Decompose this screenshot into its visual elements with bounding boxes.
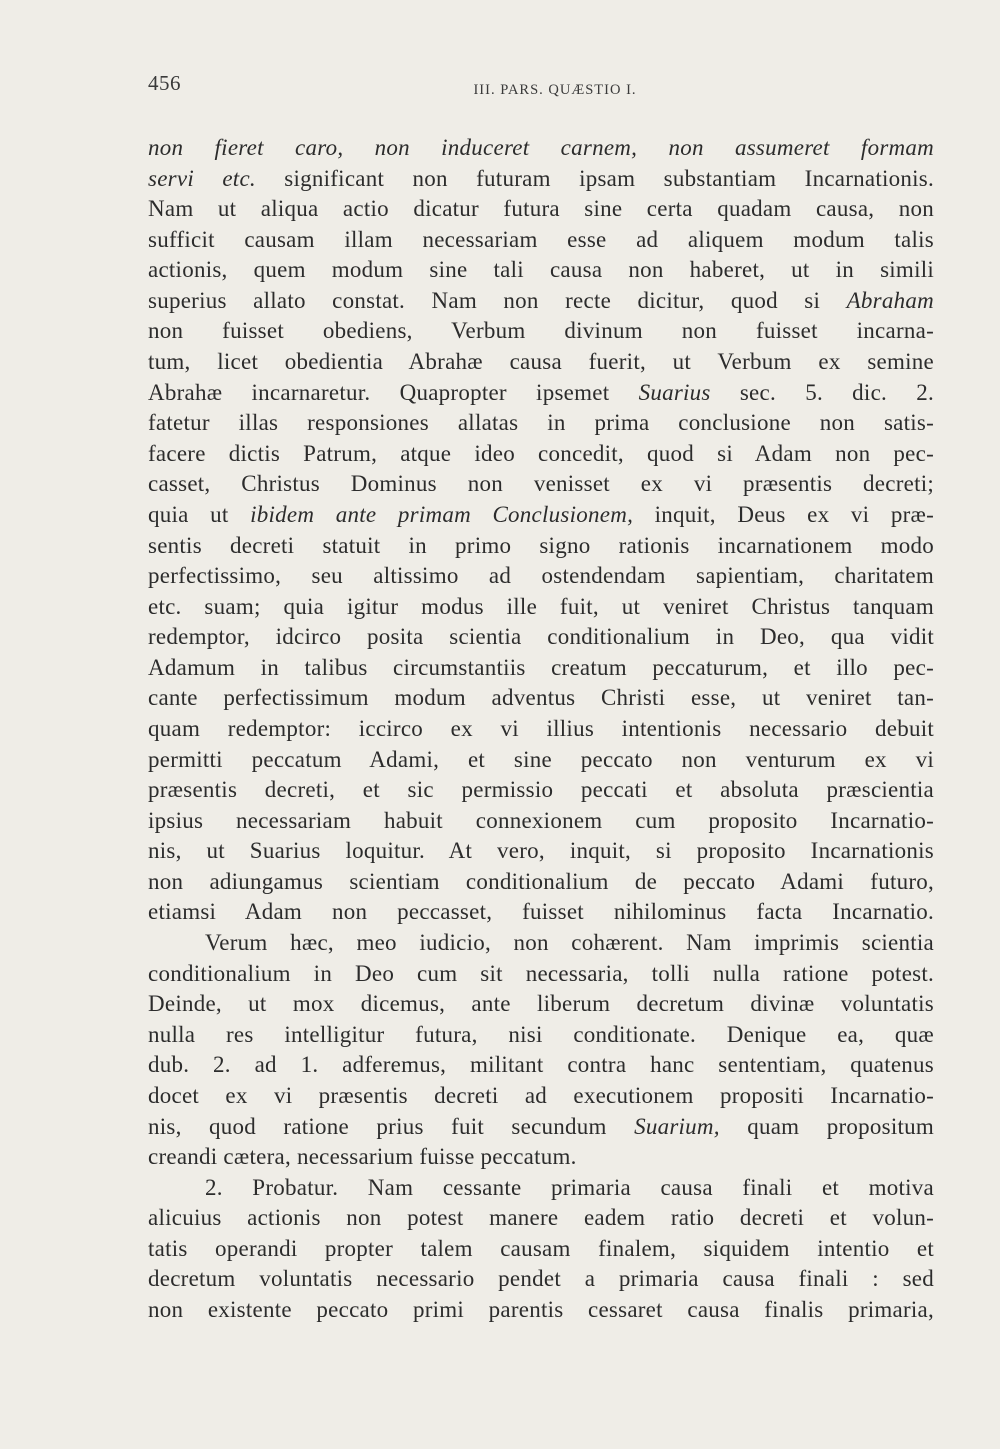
- text-line: [148, 1203, 934, 1234]
- text-segment: fatetur illas responsiones allatas in prima conclusione non satis-: [148, 410, 934, 436]
- text-line: [148, 225, 934, 256]
- text-segment: alicuius actionis non potest manere eadem ratio decreti et volun-: [148, 1205, 934, 1231]
- text-line: [148, 1234, 934, 1265]
- text-line: [148, 500, 934, 531]
- text-segment: dub. 2. ad 1. adferemus, militant contra hanc sententiam, quatenus: [148, 1052, 934, 1078]
- text-segment: sec. 5. dic. 2.: [710, 379, 934, 405]
- text-segment: non existente peccato primi parentis cessaret causa finalis primaria,: [148, 1296, 934, 1322]
- text-line: [148, 561, 934, 592]
- italic-text: Suarium,: [634, 1113, 720, 1139]
- text-segment: etiamsi Adam non peccasset, fuisset nihilominus facta Incarnatio.: [148, 899, 934, 925]
- text-line: [148, 1295, 934, 1326]
- italic-text: non fieret caro, non induceret carnem, non assumeret formam: [148, 135, 934, 160]
- text-segment: significant non futuram ipsam substantiam Incarnationis.: [255, 165, 934, 191]
- text-line: [148, 1112, 934, 1143]
- text-segment: inquit, Deus ex vi præ-: [633, 501, 934, 527]
- text-line: [148, 592, 934, 623]
- text-segment: etc. suam; quia igitur modus ille fuit, ut veniret Christus tanquam: [148, 593, 934, 619]
- italic-text: servi etc.: [148, 165, 256, 191]
- text-segment: actionis, quem modum sine tali causa non haberet, ut in simili: [148, 257, 934, 283]
- text-line: [148, 989, 934, 1020]
- text-line: [148, 255, 934, 286]
- text-line: [148, 469, 934, 500]
- italic-text: Abraham: [846, 287, 934, 313]
- text-line: [148, 378, 934, 409]
- text-segment: perfectissimo, seu altissimo ad ostendendam sapientiam, charitatem: [148, 563, 934, 589]
- body-text: [148, 133, 934, 1326]
- text-segment: Verum hæc, meo iudicio, non cohærent. Nam imprimis scientia: [205, 930, 934, 956]
- text-line: [148, 806, 934, 837]
- text-line: [148, 347, 934, 378]
- text-segment: nis, ut Suarius loquitur. At vero, inquit, si proposito Incarnationis: [148, 838, 934, 864]
- text-segment: præsentis decreti, et sic permissio peccati et absoluta præscientia: [148, 777, 934, 803]
- text-line: [148, 1081, 934, 1112]
- text-line: [148, 867, 934, 898]
- text-segment: decretum voluntatis necessario pendet a primaria causa finali : sed: [148, 1266, 934, 1292]
- text-segment: sentis decreti statuit in primo signo rationis incarnationem modo: [148, 532, 934, 558]
- text-segment: ipsius necessariam habuit connexionem cum proposito Incarnatio-: [148, 807, 934, 833]
- text-segment: non fuisset obediens, Verbum divinum non fuisset incarna-: [148, 318, 934, 344]
- text-line: [148, 1050, 934, 1081]
- text-segment: creandi cætera, necessarium fuisse peccatum.: [148, 1144, 577, 1170]
- italic-text: ibidem ante primam Conclusionem,: [250, 501, 634, 527]
- text-segment: quam redemptor: iccirco ex vi illius intentionis necessario debuit: [148, 715, 934, 741]
- text-segment: tatis operandi propter talem causam finalem, siquidem intentio et: [148, 1235, 934, 1261]
- text-segment: Deinde, ut mox dicemus, ante liberum decretum divinæ voluntatis: [148, 991, 934, 1017]
- text-segment: quam propositum: [719, 1113, 934, 1139]
- text-segment: 2. Probatur. Nam cessante primaria causa finali et motiva: [205, 1174, 934, 1200]
- text-line: [148, 653, 934, 684]
- text-line: [148, 622, 934, 653]
- text-segment: cante perfectissimum modum adventus Christi esse, ut veniret tan-: [148, 685, 934, 711]
- text-line: [148, 408, 934, 439]
- text-line: [148, 1020, 934, 1051]
- text-segment: tum, licet obedientia Abrahæ causa fuerit, ut Verbum ex semine: [148, 349, 934, 375]
- text-line: [148, 714, 934, 745]
- text-segment: facere dictis Patrum, atque ideo concedit, quod si Adam non pec-: [148, 440, 934, 466]
- text-line: [148, 959, 934, 990]
- text-line: [148, 194, 934, 225]
- text-segment: Nam ut aliqua actio dicatur futura sine certa quadam causa, non: [148, 196, 934, 222]
- running-head: III. PARS. QUÆSTIO I.: [473, 82, 637, 98]
- text-line: [148, 439, 934, 470]
- text-segment: Adamum in talibus circumstantiis creatum peccaturum, et illo pec-: [148, 654, 934, 680]
- text-segment: docet ex vi præsentis decreti ad executionem propositi Incarnatio-: [148, 1082, 934, 1108]
- text-line: [148, 164, 934, 195]
- text-segment: Abrahæ incarnaretur. Quapropter ipsemet: [148, 379, 639, 405]
- text-line: [148, 683, 934, 714]
- text-segment: casset, Christus Dominus non venisset ex vi præsentis decreti;: [148, 471, 934, 497]
- text-segment: superius allato constat. Nam non recte dicitur, quod si: [148, 287, 847, 313]
- text-line: [148, 286, 934, 317]
- text-segment: conditionalium in Deo cum sit necessaria, tolli nulla ratione potest.: [148, 960, 934, 986]
- text-line: [148, 133, 934, 164]
- text-segment: redemptor, idcirco posita scientia conditionalium in Deo, qua vidit: [148, 624, 934, 650]
- text-line: [148, 745, 934, 776]
- paragraph-first-line: [148, 928, 934, 959]
- text-segment: nulla res intelligitur futura, nisi conditionate. Denique ea, quæ: [148, 1021, 934, 1047]
- text-segment: non adiungamus scientiam conditionalium de peccato Adami futuro,: [148, 868, 934, 894]
- text-line: [148, 897, 934, 928]
- paragraph-first-line: [148, 1173, 934, 1204]
- text-line: [148, 1264, 934, 1295]
- paragraph-last-line: [148, 1142, 934, 1173]
- text-line: [148, 775, 934, 806]
- text-line: [148, 316, 934, 347]
- text-line: [148, 531, 934, 562]
- italic-text: Suarius: [638, 379, 711, 405]
- text-segment: quia ut: [148, 501, 251, 527]
- page-number: 456: [148, 71, 181, 95]
- text-segment: permitti peccatum Adami, et sine peccato non venturum ex vi: [148, 746, 934, 772]
- text-segment: sufficit causam illam necessariam esse ad aliquem modum talis: [148, 226, 934, 252]
- text-segment: nis, quod ratione prius fuit secundum: [148, 1113, 635, 1139]
- text-line: [148, 836, 934, 867]
